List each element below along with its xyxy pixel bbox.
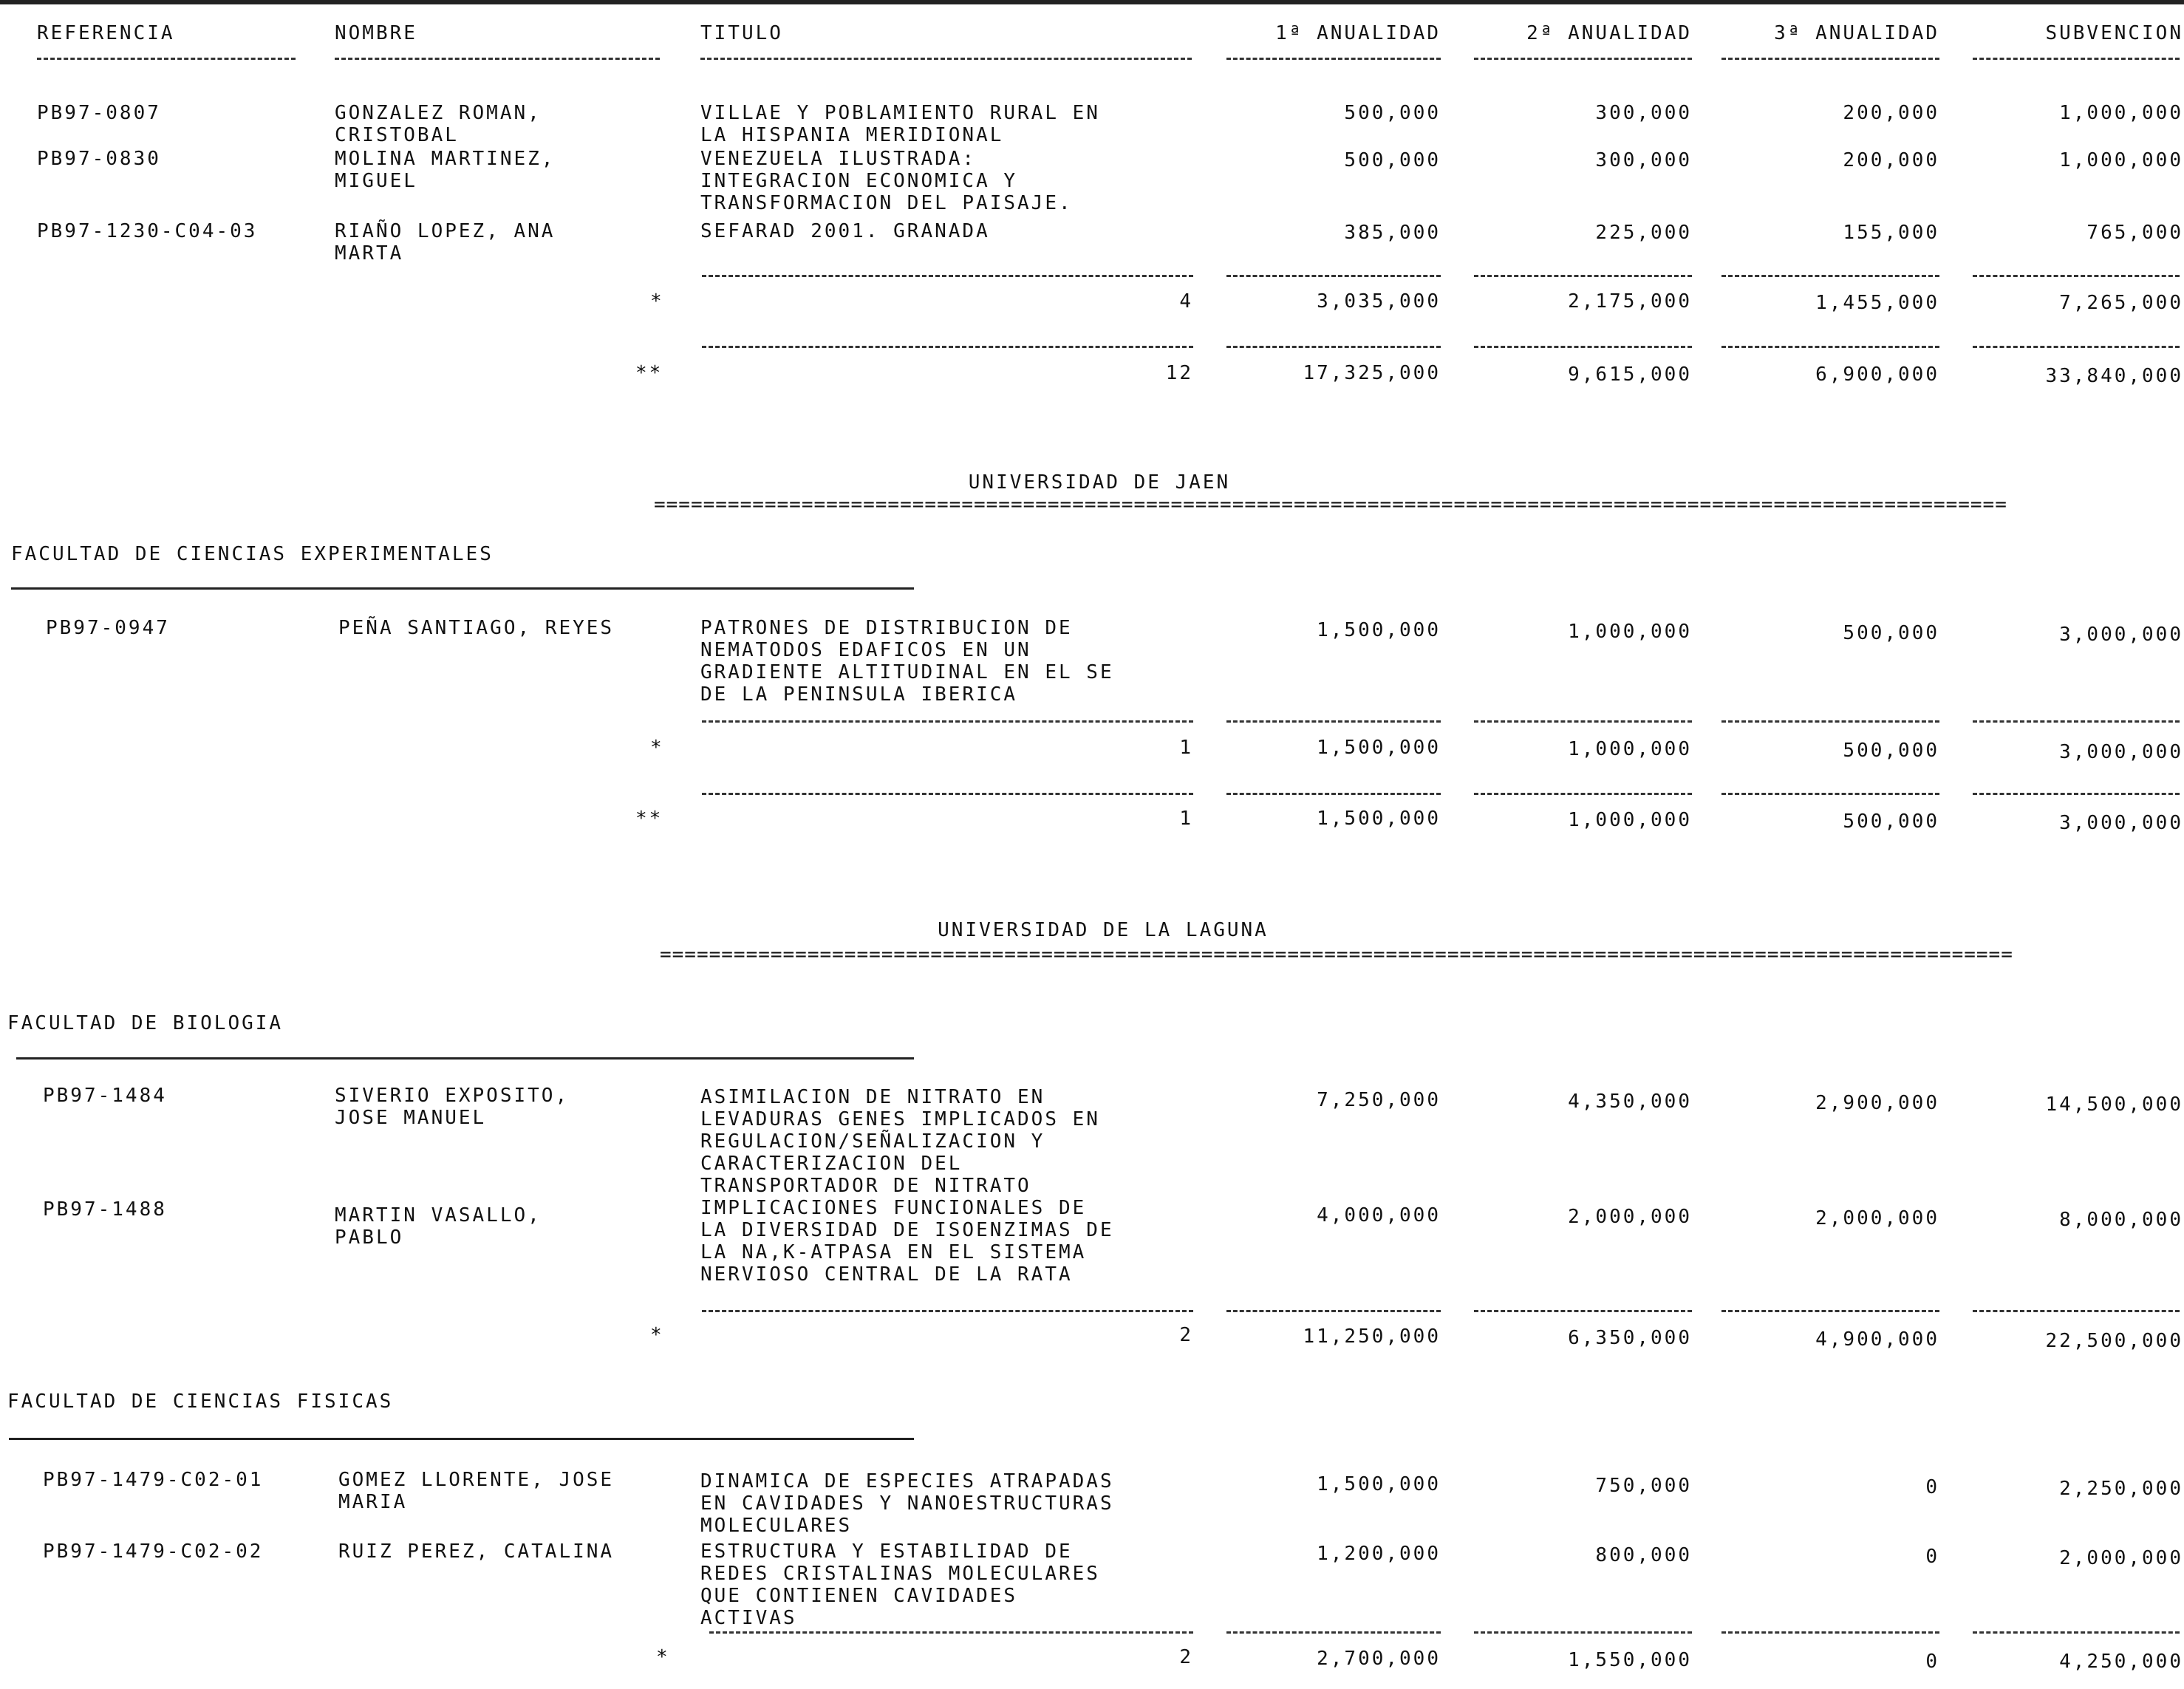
row-subvencion: 3,000,000 xyxy=(2059,624,2183,646)
row-subvencion: 1,000,000 xyxy=(2059,102,2183,124)
row-titulo: LEVADURAS GENES IMPLICADOS EN xyxy=(700,1108,1100,1130)
subtotal-mark: * xyxy=(650,290,664,313)
subtotal-count: 2 xyxy=(1179,1646,1193,1668)
row-anualidad-1: 4,000,000 xyxy=(1317,1204,1441,1226)
row-titulo: ESTRUCTURA Y ESTABILIDAD DE xyxy=(700,1540,1073,1563)
row-referencia: PB97-1484 xyxy=(43,1085,167,1107)
subtotal-anualidad-3: 0 xyxy=(1925,1651,1939,1673)
subtotal-rule xyxy=(1721,720,1939,723)
row-anualidad-3: 155,000 xyxy=(1843,222,1939,244)
subtotal-count: 4 xyxy=(1179,290,1193,313)
row-titulo: REGULACION/SEÑALIZACION Y xyxy=(700,1130,1045,1153)
row-nombre: RIAÑO LOPEZ, ANA xyxy=(335,220,556,242)
subtotal-rule xyxy=(1474,1310,1692,1312)
subtotal-rule xyxy=(702,275,1193,277)
subtotal-rule xyxy=(1474,1631,1692,1634)
subtotal-subvencion: 22,500,000 xyxy=(2045,1330,2183,1352)
row-subvencion: 2,000,000 xyxy=(2059,1547,2183,1569)
total-subvencion: 33,840,000 xyxy=(2045,365,2183,387)
row-titulo: MOLECULARES xyxy=(700,1515,853,1537)
row-subvencion: 14,500,000 xyxy=(2045,1093,2183,1116)
row-anualidad-2: 4,350,000 xyxy=(1568,1091,1692,1113)
row-referencia: PB97-0830 xyxy=(37,148,161,170)
row-anualidad-2: 750,000 xyxy=(1595,1475,1692,1497)
header-nombre: NOMBRE xyxy=(335,22,417,44)
subtotal-anualidad-3: 1,455,000 xyxy=(1815,292,1939,314)
header-underline xyxy=(37,58,296,60)
header-underline xyxy=(1721,58,1939,60)
subtotal-rule xyxy=(702,1310,1193,1312)
subtotal-rule xyxy=(709,1631,1193,1634)
row-titulo: CARACTERIZACION DEL xyxy=(700,1153,963,1175)
row-titulo: INTEGRACION ECONOMICA Y xyxy=(700,170,1018,192)
total-rule xyxy=(1973,793,2180,795)
subtotal-rule xyxy=(702,720,1193,723)
total-mark: ** xyxy=(635,808,663,830)
row-referencia: PB97-1230-C04-03 xyxy=(37,220,258,242)
row-titulo: NERVIOSO CENTRAL DE LA RATA xyxy=(700,1263,1073,1286)
total-rule xyxy=(702,346,1193,348)
row-anualidad-2: 2,000,000 xyxy=(1568,1206,1692,1228)
row-nombre: PABLO xyxy=(335,1226,404,1249)
subtotal-subvencion: 4,250,000 xyxy=(2059,1651,2183,1673)
header-anualidad-2: 2ª ANUALIDAD xyxy=(1526,22,1692,44)
subtotal-anualidad-1: 11,250,000 xyxy=(1303,1325,1441,1348)
header-underline xyxy=(700,58,1192,60)
faculty-title: FACULTAD DE BIOLOGIA xyxy=(7,1012,284,1034)
total-anualidad-2: 1,000,000 xyxy=(1568,809,1692,831)
subtotal-rule xyxy=(1721,1310,1939,1312)
subtotal-anualidad-2: 1,000,000 xyxy=(1568,738,1692,760)
total-rule xyxy=(702,793,1193,795)
subtotal-mark: * xyxy=(656,1646,670,1668)
row-anualidad-1: 1,500,000 xyxy=(1317,1473,1441,1495)
total-mark: ** xyxy=(635,362,663,384)
row-titulo: EN CAVIDADES Y NANOESTRUCTURAS xyxy=(700,1492,1114,1515)
subtotal-mark: * xyxy=(650,1324,664,1346)
university-title: UNIVERSIDAD DE JAEN xyxy=(968,471,1231,494)
row-titulo: LA DIVERSIDAD DE ISOENZIMAS DE xyxy=(700,1219,1114,1241)
subtotal-rule xyxy=(1973,720,2180,723)
row-titulo: ASIMILACION DE NITRATO EN xyxy=(700,1086,1045,1108)
header-underline xyxy=(1973,58,2180,60)
row-titulo: LA NA,K-ATPASA EN EL SISTEMA xyxy=(700,1241,1087,1263)
row-titulo: QUE CONTIENEN CAVIDADES xyxy=(700,1585,1018,1607)
subtotal-rule xyxy=(1226,1310,1441,1312)
row-titulo: VILLAE Y POBLAMIENTO RURAL EN xyxy=(700,102,1100,124)
row-anualidad-3: 2,000,000 xyxy=(1815,1207,1939,1229)
subtotal-anualidad-2: 1,550,000 xyxy=(1568,1649,1692,1671)
total-anualidad-3: 6,900,000 xyxy=(1815,364,1939,386)
row-referencia: PB97-1479-C02-01 xyxy=(43,1469,264,1491)
row-referencia: PB97-0807 xyxy=(37,102,161,124)
total-anualidad-2: 9,615,000 xyxy=(1568,364,1692,386)
row-nombre: RUIZ PEREZ, CATALINA xyxy=(338,1540,615,1563)
subtotal-anualidad-1: 2,700,000 xyxy=(1317,1648,1441,1670)
row-anualidad-2: 800,000 xyxy=(1595,1544,1692,1566)
row-titulo: TRANSFORMACION DEL PAISAJE. xyxy=(700,192,1073,214)
subtotal-rule xyxy=(1973,275,2180,277)
row-anualidad-1: 385,000 xyxy=(1344,222,1441,244)
row-nombre: CRISTOBAL xyxy=(335,124,459,146)
total-rule xyxy=(1721,346,1939,348)
row-titulo: DINAMICA DE ESPECIES ATRAPADAS xyxy=(700,1470,1114,1492)
faculty-underline xyxy=(16,1057,914,1060)
row-titulo: SEFARAD 2001. GRANADA xyxy=(700,220,990,242)
subtotal-rule xyxy=(1721,1631,1939,1634)
row-titulo: DE LA PENINSULA IBERICA xyxy=(700,683,1018,706)
subtotal-rule xyxy=(1474,720,1692,723)
subtotal-subvencion: 3,000,000 xyxy=(2059,741,2183,763)
total-rule xyxy=(1474,346,1692,348)
subtotal-count: 2 xyxy=(1179,1324,1193,1346)
header-anualidad-3: 3ª ANUALIDAD xyxy=(1774,22,1939,44)
header-subvencion: SUBVENCION xyxy=(2045,22,2183,44)
row-anualidad-1: 1,200,000 xyxy=(1317,1543,1441,1565)
row-anualidad-1: 7,250,000 xyxy=(1317,1089,1441,1111)
row-nombre: MIGUEL xyxy=(335,170,417,192)
university-title: UNIVERSIDAD DE LA LAGUNA xyxy=(938,919,1269,941)
row-anualidad-3: 0 xyxy=(1925,1546,1939,1568)
row-anualidad-1: 1,500,000 xyxy=(1317,619,1441,641)
total-anualidad-1: 17,325,000 xyxy=(1303,362,1441,384)
faculty-title: FACULTAD DE CIENCIAS FISICAS xyxy=(7,1391,394,1413)
row-subvencion: 2,250,000 xyxy=(2059,1478,2183,1500)
row-subvencion: 8,000,000 xyxy=(2059,1209,2183,1231)
faculty-underline xyxy=(11,587,914,590)
subtotal-mark: * xyxy=(650,737,664,759)
header-underline xyxy=(335,58,660,60)
row-anualidad-3: 2,900,000 xyxy=(1815,1092,1939,1114)
subtotal-rule xyxy=(1973,1310,2180,1312)
header-underline xyxy=(1474,58,1692,60)
subtotal-anualidad-2: 2,175,000 xyxy=(1568,290,1692,313)
row-anualidad-3: 200,000 xyxy=(1843,149,1939,171)
header-titulo: TITULO xyxy=(700,22,783,44)
row-titulo: IMPLICACIONES FUNCIONALES DE xyxy=(700,1197,1087,1219)
total-count: 1 xyxy=(1179,808,1193,830)
total-anualidad-1: 1,500,000 xyxy=(1317,808,1441,830)
row-titulo: ACTIVAS xyxy=(700,1607,797,1629)
subtotal-anualidad-2: 6,350,000 xyxy=(1568,1327,1692,1349)
subtotal-anualidad-3: 500,000 xyxy=(1843,740,1939,762)
subtotal-rule xyxy=(1973,1631,2180,1634)
row-anualidad-3: 200,000 xyxy=(1843,102,1939,124)
subtotal-rule xyxy=(1226,275,1441,277)
row-anualidad-3: 0 xyxy=(1925,1476,1939,1498)
university-title-underline: ============================================================================================================== xyxy=(660,944,2013,966)
row-nombre: GONZALEZ ROMAN, xyxy=(335,102,542,124)
row-anualidad-2: 225,000 xyxy=(1595,222,1692,244)
row-nombre: MARIA xyxy=(338,1491,408,1513)
header-underline xyxy=(1226,58,1441,60)
row-nombre: MOLINA MARTINEZ, xyxy=(335,148,556,170)
header-referencia: REFERENCIA xyxy=(37,22,175,44)
subtotal-anualidad-3: 4,900,000 xyxy=(1815,1328,1939,1351)
total-rule xyxy=(1973,346,2180,348)
subtotal-rule xyxy=(1226,1631,1441,1634)
row-nombre: JOSE MANUEL xyxy=(335,1107,487,1129)
row-referencia: PB97-1479-C02-02 xyxy=(43,1540,264,1563)
subtotal-anualidad-1: 1,500,000 xyxy=(1317,737,1441,759)
total-rule xyxy=(1721,793,1939,795)
subtotal-anualidad-1: 3,035,000 xyxy=(1317,290,1441,313)
row-anualidad-2: 1,000,000 xyxy=(1568,621,1692,643)
row-titulo: TRANSPORTADOR DE NITRATO xyxy=(700,1175,1031,1197)
row-referencia: PB97-0947 xyxy=(46,617,170,639)
university-title-underline: ============================================================================================================== xyxy=(654,494,2007,516)
header-anualidad-1: 1ª ANUALIDAD xyxy=(1275,22,1441,44)
page-top-rule xyxy=(0,0,2184,4)
row-subvencion: 1,000,000 xyxy=(2059,149,2183,171)
subtotal-rule xyxy=(1226,720,1441,723)
row-nombre: PEÑA SANTIAGO, REYES xyxy=(338,617,615,639)
row-anualidad-2: 300,000 xyxy=(1595,102,1692,124)
row-referencia: PB97-1488 xyxy=(43,1198,167,1221)
row-nombre: MARTA xyxy=(335,242,404,265)
total-rule xyxy=(1226,793,1441,795)
total-count: 12 xyxy=(1165,362,1193,384)
total-rule xyxy=(1474,793,1692,795)
row-titulo: GRADIENTE ALTITUDINAL EN EL SE xyxy=(700,661,1114,683)
row-anualidad-2: 300,000 xyxy=(1595,149,1692,171)
total-subvencion: 3,000,000 xyxy=(2059,812,2183,834)
row-titulo: NEMATODOS EDAFICOS EN UN xyxy=(700,639,1031,661)
row-nombre: MARTIN VASALLO, xyxy=(335,1204,542,1226)
total-rule xyxy=(1226,346,1441,348)
subtotal-subvencion: 7,265,000 xyxy=(2059,292,2183,314)
subtotal-rule xyxy=(1474,275,1692,277)
row-subvencion: 765,000 xyxy=(2086,222,2183,244)
row-anualidad-1: 500,000 xyxy=(1344,149,1441,171)
row-nombre: SIVERIO EXPOSITO, xyxy=(335,1085,570,1107)
faculty-underline xyxy=(9,1438,914,1440)
subtotal-count: 1 xyxy=(1179,737,1193,759)
row-titulo: REDES CRISTALINAS MOLECULARES xyxy=(700,1563,1100,1585)
total-anualidad-3: 500,000 xyxy=(1843,811,1939,833)
row-anualidad-3: 500,000 xyxy=(1843,622,1939,644)
subtotal-rule xyxy=(1721,275,1939,277)
row-nombre: GOMEZ LLORENTE, JOSE xyxy=(338,1469,615,1491)
row-titulo: LA HISPANIA MERIDIONAL xyxy=(700,124,1004,146)
row-anualidad-1: 500,000 xyxy=(1344,102,1441,124)
faculty-title: FACULTAD DE CIENCIAS EXPERIMENTALES xyxy=(11,543,494,565)
row-titulo: PATRONES DE DISTRIBUCION DE xyxy=(700,617,1073,639)
row-titulo: VENEZUELA ILUSTRADA: xyxy=(700,148,977,170)
